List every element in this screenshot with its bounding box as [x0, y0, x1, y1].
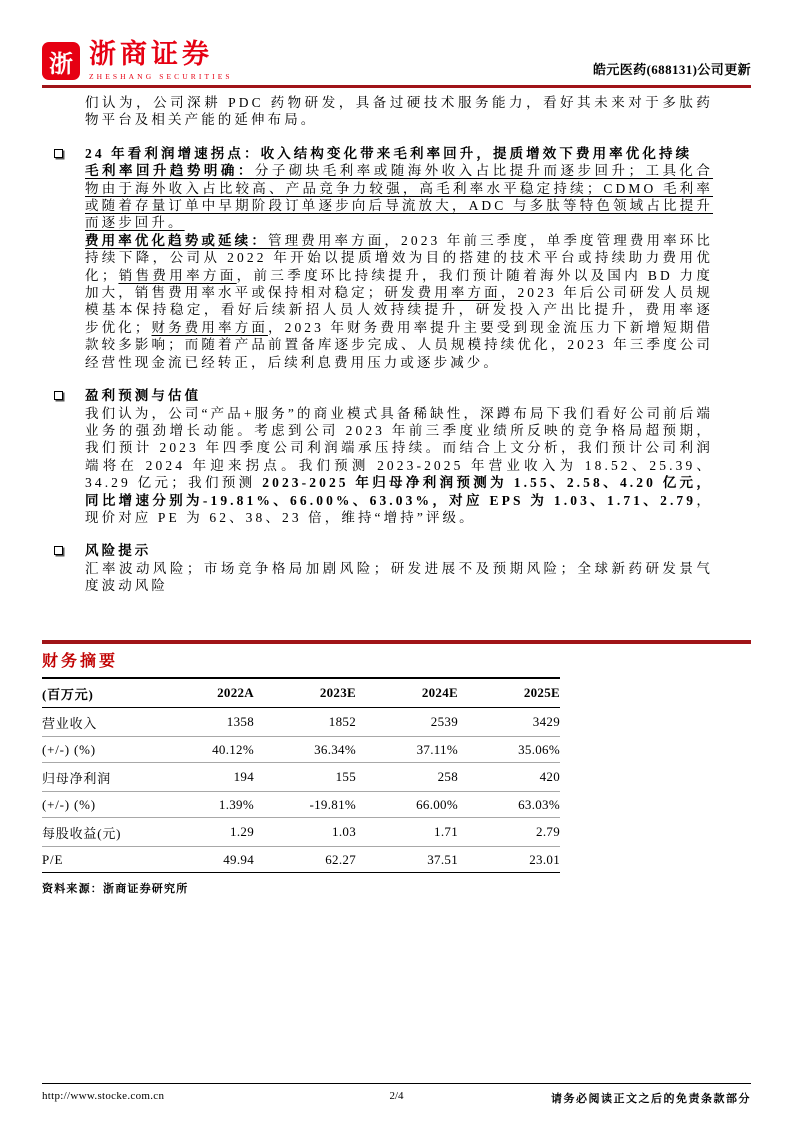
- body-text: ，现价对应 PE 为 62、38、23 倍，维持“增持”评级。: [85, 492, 713, 525]
- footer-page-number: 2/4: [389, 1090, 404, 1102]
- gross-margin-paragraph: [85, 162, 713, 232]
- table-cell: 37.51: [427, 851, 458, 867]
- brand-text: [89, 41, 233, 81]
- section-heading-text: 风险提示: [85, 543, 152, 559]
- table-cell: 66.00%: [416, 796, 458, 812]
- table-row: [42, 847, 560, 873]
- table-cell: 1.03: [332, 824, 356, 839]
- table-col-header: 2022A: [217, 685, 254, 700]
- section-heading-text: 盈利预测与估值: [85, 388, 202, 404]
- underlined-text: 分子砌块毛利率或随海外收入占比提升而逐步回升；工具化合物由于海外收入占比较高、产品竞争力较强，高毛利率水平稳定持续；CDMO 毛利率或随着存量订单中早期阶段订单逐步向后导流放大，ADC 与多肽等特色领域占比提升而逐步回升。: [85, 163, 714, 231]
- row-label: P/E: [42, 851, 64, 867]
- table-row: [42, 792, 560, 818]
- brand-subtitle: ZHESHANG SECURITIES: [89, 72, 233, 81]
- table-cell: 40.12%: [212, 741, 254, 757]
- table-row: [42, 737, 560, 763]
- footer-disclaimer: 请务必阅读正文之后的免责条款部分: [550, 1093, 751, 1105]
- table-cell: 2539: [430, 714, 458, 729]
- financial-summary-section: [42, 640, 751, 896]
- financial-summary-title: 财务摘要: [42, 653, 119, 670]
- table-cell: 62.27: [325, 851, 356, 867]
- document-body: [85, 94, 713, 595]
- section-heading-risks: [85, 542, 713, 559]
- table-cell: 37.11%: [416, 741, 458, 757]
- table-cell: 1.39%: [218, 796, 254, 812]
- table-cell: 155: [335, 769, 356, 784]
- square-bullet-icon: [54, 149, 63, 158]
- underlined-text: 财务费用率方面: [151, 319, 268, 335]
- page-footer: [42, 1083, 751, 1106]
- paragraph-lead: 毛利率回升趋势明确：: [85, 163, 255, 179]
- section-heading-profit-inflection: [85, 145, 713, 162]
- square-bullet-icon: [54, 391, 63, 400]
- table-row: [42, 763, 560, 792]
- forecast-paragraph: [85, 405, 713, 527]
- section-heading-forecast-valuation: [85, 387, 713, 404]
- section-heading-text: 24 年看利润增速拐点：收入结构变化带来毛利率回升，提质增效下费用率优化持续: [85, 145, 693, 161]
- footer-url-link[interactable]: http://www.stocke.com.cn: [42, 1090, 165, 1102]
- body-text: ，前三季度环比持续提升，我们预计随着海外以及国内 BD 力度加大，销售费用率水平或保持相对稳定；: [85, 267, 713, 301]
- risk-paragraph: 汇率波动风险；市场竞争格局加剧风险；研发进展不及预期风险；全球新药研发景气度波动风险: [85, 560, 713, 594]
- underlined-text: 管理费用率方面: [267, 232, 385, 248]
- body-text: ，2023 年前三季度，单季度管理费用率环比持续下降，公司从 2022 年开始以提质增效为目的搭建的技术平台或持续助力费用优化；: [85, 232, 713, 283]
- table-cell: 3429: [532, 714, 560, 729]
- table-cell: 258: [437, 769, 458, 784]
- bold-forecast-numbers: 2023-2025 年归母净利润预测为 1.55、2.58、4.20 亿元，同比增速分别为-19.81%、66.00%、63.03%，对应 EPS 为 1.03、1.71、2.79: [85, 475, 713, 508]
- table-cell: -19.81%: [309, 796, 356, 812]
- row-label: 每股收益(元): [42, 825, 122, 841]
- table-unit-header: (百万元): [42, 686, 94, 702]
- square-bullet-icon: [54, 546, 63, 555]
- paragraph-lead: 费用率优化趋势或延续：: [85, 232, 268, 248]
- table-cell: 49.94: [223, 851, 254, 867]
- body-text: ，2023 年财务费用率提升主要受到现金流压力下新增短期借款较多影响；而随着产品前置备库逐步完成、人员规模持续优化，2023 年三季度公司经营性现金流已经转正，后续利息费用压力或逐步减少。: [85, 319, 714, 370]
- row-label: (+/-) (%): [42, 796, 96, 812]
- table-col-header: 2023E: [319, 685, 356, 700]
- table-col-header: 2025E: [523, 685, 560, 700]
- intro-paragraph: 们认为，公司深耕 PDC 药物研发，具备过硬技术服务能力，看好其未来对于多肽药物平台及相关产能的延伸布局。: [85, 95, 713, 128]
- body-text: ，2023 年后公司研发人员规模基本保持稳定，看好后续新招人员人效持续提升，研发投入产出比提升，费用率逐步优化；: [85, 285, 714, 335]
- document-title: 皓元医药(688131)公司更新: [592, 61, 751, 77]
- row-label: (+/-) (%): [42, 741, 96, 757]
- table-col-header: 2024E: [421, 685, 458, 700]
- table-cell: 1852: [328, 714, 356, 729]
- underlined-text: 销售费用率方面: [118, 267, 237, 283]
- body-text: 我们认为，公司“产品+服务”的商业模式具备稀缺性，深蹲布局下我们看好公司前后端业务的强劲增长动能。考虑到公司 2023 年前三季度业绩所反映的竞争格局超预期，我们预计 2023 年四季度公司利润端承压持续。而结合上文分析，我们预计公司利润端将在 2024 年迎来拐点。我们预测 2023-2025 年营业收入为 18.52、25.39、34.29 亿元；我们预测: [85, 405, 713, 491]
- zheshang-logo-icon: 浙: [42, 42, 80, 80]
- page-header: [42, 38, 751, 84]
- expense-ratio-paragraph: [85, 232, 713, 371]
- table-cell: 194: [233, 769, 254, 784]
- table-cell: 1.29: [230, 824, 254, 839]
- table-row: [42, 708, 560, 737]
- financial-summary-table: [42, 677, 560, 873]
- brand: [42, 41, 233, 81]
- table-cell: 2.79: [536, 824, 560, 839]
- row-label: 归母净利润: [42, 770, 112, 786]
- header-divider: [42, 85, 751, 88]
- table-row: [42, 818, 560, 847]
- table-cell: 1.71: [434, 824, 458, 839]
- table-cell: 35.06%: [518, 741, 560, 757]
- table-cell: 420: [539, 769, 560, 784]
- table-header-row: [42, 678, 560, 708]
- underlined-text: 研发费用率方面: [384, 285, 501, 301]
- table-source-note: 资料来源：浙商证券研究所: [42, 883, 189, 895]
- row-label: 营业收入: [42, 715, 98, 731]
- table-cell: 63.03%: [518, 796, 560, 812]
- table-cell: 36.34%: [314, 741, 356, 757]
- table-cell: 1358: [226, 714, 254, 729]
- table-cell: 23.01: [529, 851, 560, 867]
- brand-name: 浙商证券: [89, 39, 213, 69]
